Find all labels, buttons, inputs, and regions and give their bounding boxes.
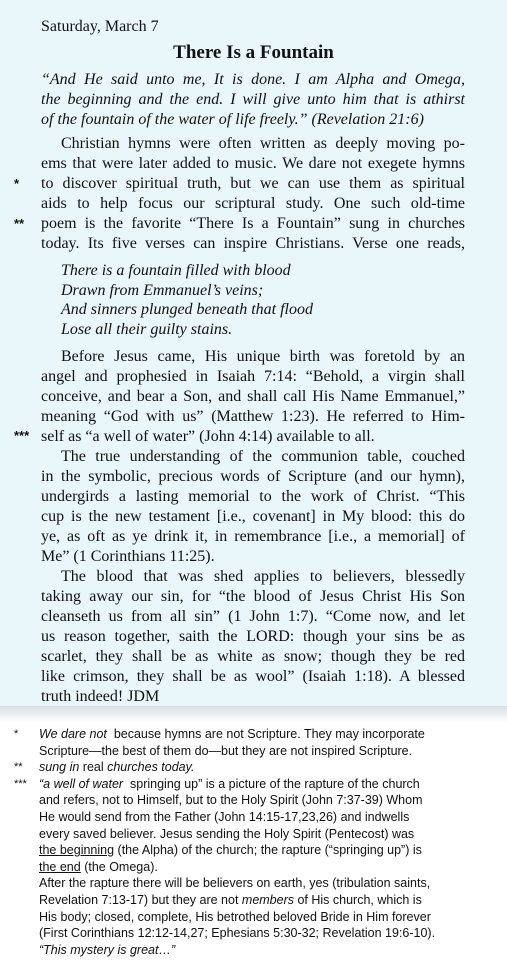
- footnote-marker-1: *: [14, 176, 20, 191]
- paragraph-line: ems that were later added to music. We dare not exegete hymns: [41, 155, 465, 172]
- footnote-text: Revelation 7:13-17) but they are not: [39, 892, 242, 907]
- footnote-line: [0, 859, 507, 876]
- paragraph-line: self as “a well of water” (John 4:14) available to all.: [41, 428, 375, 445]
- devotional-date: Saturday, March 7: [41, 18, 159, 35]
- footnote-line: [0, 809, 507, 826]
- footnote-line: [0, 909, 507, 926]
- paragraph-line: like crimson, they shall be as wool” (Isaiah 1:18). A blessed: [41, 668, 465, 685]
- footnote-text: of His church, which is: [294, 892, 422, 907]
- footnote-emphasis: the end: [39, 859, 81, 874]
- verse-line: Lose all their guilty stains.: [61, 320, 233, 338]
- footnote-text: (the Omega).: [80, 859, 158, 874]
- paragraph-line: to discover spiritual truth, but we can use them as spiritual: [41, 175, 465, 192]
- paragraph-line: in the symbolic, precious words of Scripture (and our hymn),: [41, 468, 465, 485]
- paragraph-2: [41, 347, 465, 447]
- footnote-quote: We dare not: [39, 727, 107, 741]
- footnote-mark: *: [14, 728, 19, 740]
- paragraph-line: taking away our sin, for “the blood of Jesus Christ His Son: [41, 588, 465, 605]
- paragraph-3: [41, 447, 465, 567]
- paragraph-line: Me” (1 Corinthians 11:25).: [41, 548, 215, 565]
- footnote-mark: ***: [14, 777, 27, 790]
- paragraph-line: aids to help focus our scriptural study. One such old-time: [41, 195, 465, 212]
- verse-line: And sinners plunged beneath that flood: [61, 301, 313, 319]
- paragraph-line: conceive, and bear a Son, and shall call His Name Emmanuel,”: [41, 388, 465, 405]
- footnote-quote: churches today.: [107, 760, 195, 775]
- footnote-text: springing up” is a picture of the rapture of the church: [123, 776, 420, 791]
- hymn-verse: [61, 261, 313, 339]
- footnote-marker-3: ***: [14, 428, 30, 443]
- footnote-2: [0, 759, 507, 776]
- paragraph-line: cleanseth us from all sin” (1 John 1:7). “Come now, and let: [41, 608, 465, 625]
- paragraph-line: today. Its five verses can inspire Christians. Verse one reads,: [41, 235, 465, 252]
- key-scripture: [41, 70, 465, 130]
- footnote-text: Scripture—the best of them do—but they are not inspired Scripture.: [39, 743, 413, 758]
- footnote-text: After the rapture there will be believers on earth, yes (tribulation saints,: [39, 876, 431, 891]
- footnote-line: [0, 743, 507, 760]
- footnote-text: and refers, not to Himself, but to the Holy Spirit (John 7:37-39) Whom: [39, 793, 423, 808]
- paragraph-line: poem is the favorite “There Is a Fountain” sung in churches: [41, 215, 465, 232]
- paragraph-line: Christian hymns were often written as deeply moving po-: [61, 135, 465, 152]
- paragraph-line: ye, as oft as ye drink it, in remembrance [i.e., a memorial] of: [41, 528, 465, 545]
- paragraph-4: [41, 567, 465, 707]
- paragraph-line: us reason together, saith the LORD: though your sins be as: [41, 628, 465, 645]
- footnote-quote: “a well of water: [39, 776, 124, 791]
- footnote-1: [0, 726, 507, 743]
- devotional-title: There Is a Fountain: [173, 42, 334, 63]
- footnote-emphasis: the beginning: [39, 843, 115, 858]
- verse-line: There is a fountain filled with blood: [61, 262, 291, 279]
- paragraph-1: [41, 134, 465, 254]
- scripture-line: the beginning and the end. I will give unto him that is athirst: [41, 91, 465, 108]
- paragraph-line: meaning “God with us” (Matthew 1:23). He referred to Him-: [41, 408, 465, 425]
- footnote-text: He would send from the Father (John 14:15-17,23,26) and indwells: [39, 809, 410, 824]
- footnote-line: [0, 875, 507, 892]
- paragraph-line: cup is the new testament [i.e., covenant] in My blood: this do: [41, 508, 465, 525]
- footnote-text: (the Alpha) of the church; the rapture (“springing up”) is: [114, 843, 422, 858]
- paragraph-line: The blood that was shed applies to believers, blessedly: [61, 568, 465, 585]
- footnote-quote: sung in: [39, 760, 80, 775]
- verse-line: Drawn from Emmanuel’s veins;: [61, 281, 264, 299]
- paragraph-line: truth indeed! JDM: [41, 688, 160, 705]
- footnote-line: [0, 892, 507, 909]
- paragraph-line: scarlet, they shall be as white as snow; though they be red: [41, 648, 465, 665]
- footnote-text: His body; closed, complete, His betrothed beloved Bride in Him forever: [39, 909, 431, 924]
- footnote-emphasis: members: [241, 892, 294, 907]
- footnote-text: (First Corinthians 12:12-14,27; Ephesians 5:30-32; Revelation 19:6-10).: [39, 926, 436, 941]
- footnotes: [0, 726, 507, 958]
- footnote-quote: “This mystery is great…”: [39, 942, 176, 957]
- footnote-line: [0, 792, 507, 809]
- footnote-line: [0, 925, 507, 942]
- section-divider: [0, 706, 507, 722]
- footnote-marker-2: **: [14, 216, 25, 231]
- paragraph-line: Before Jesus came, His unique birth was foretold by an: [61, 348, 465, 365]
- footnote-text: because hymns are not Scripture. They may incorporate: [106, 727, 425, 741]
- paragraph-line: The true understanding of the communion table, couched: [61, 448, 465, 465]
- footnote-line: [0, 842, 507, 859]
- paragraph-line: angel and prophesied in Isaiah 7:14: “Behold, a virgin shall: [41, 368, 465, 385]
- scripture-line: of the fountain of the water of life freely.” (Revelation 21:6): [41, 111, 424, 128]
- footnote-mark: **: [14, 761, 23, 774]
- footnote-text: real: [79, 760, 108, 775]
- footnote-line: [0, 942, 507, 959]
- paragraph-line: undergirds a lasting memorial to the work of Christ. “This: [41, 488, 465, 505]
- footnote-line: [0, 826, 507, 843]
- scripture-line: “And He said unto me, It is done. I am Alpha and Omega,: [41, 71, 465, 88]
- footnote-text: every saved believer. Jesus sending the Holy Spirit (Pentecost) was: [39, 826, 415, 841]
- footnote-3: [0, 776, 507, 793]
